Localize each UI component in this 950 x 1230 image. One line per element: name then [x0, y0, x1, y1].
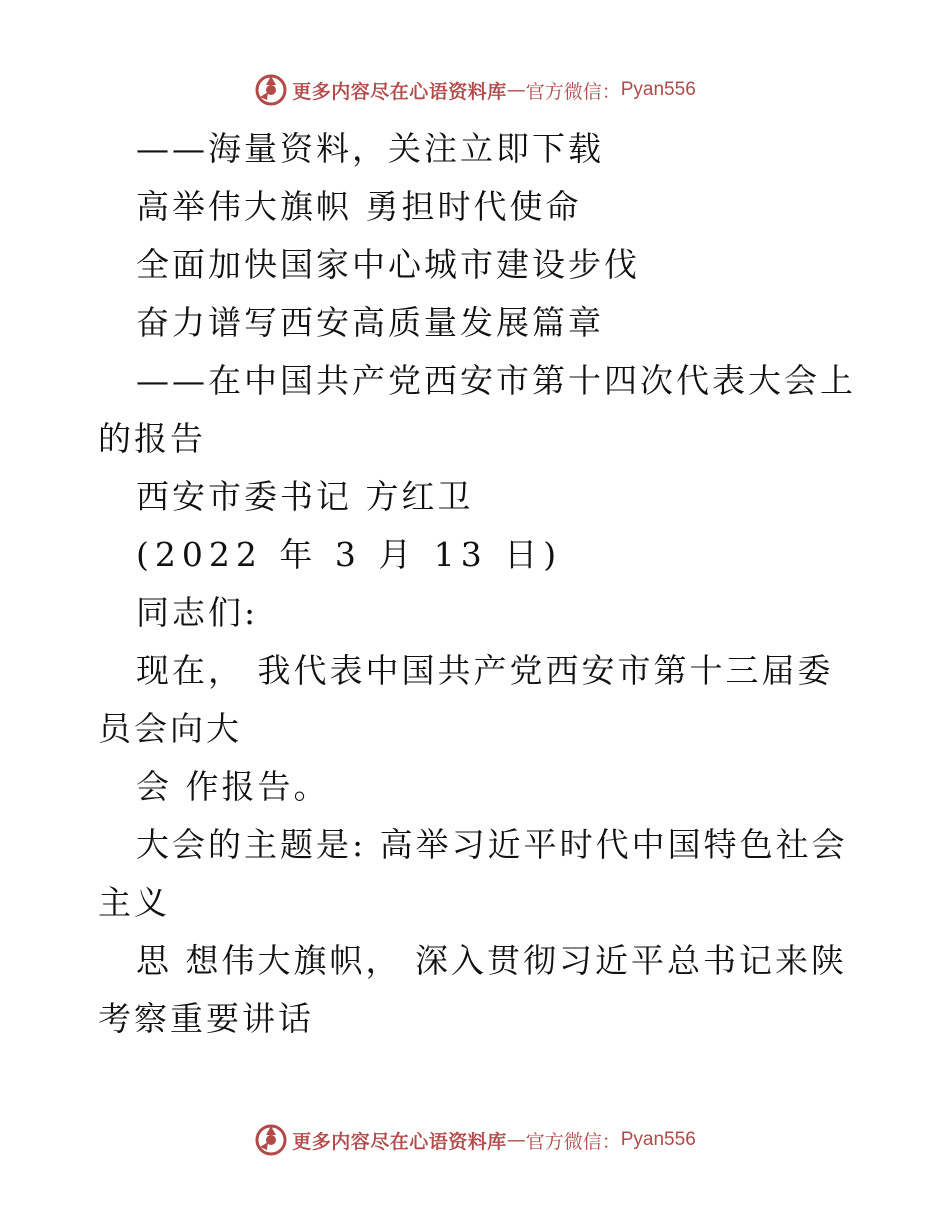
intro-line: ——海量资料，关注立即下载	[136, 129, 604, 168]
footer-banner	[0, 1120, 950, 1160]
title-line-1: 高举伟大旗帜 勇担时代使命	[136, 187, 582, 226]
banner-wechat-id: Pyan556	[620, 1129, 696, 1150]
banner-text: 更多内容尽在心语资料库	[292, 1130, 507, 1153]
date-line: (2022 年 3 月 13 日)	[136, 535, 563, 574]
title-line-2: 全面加快国家中心城市建设步伐	[136, 245, 640, 284]
banner-wechat-label: 官方微信：	[525, 1130, 621, 1153]
paragraph-line: 大会的主题是: 高举习近平时代中国特色社会主义	[98, 825, 848, 922]
banner-separator: —	[506, 1129, 526, 1151]
banner-wechat-label: 官方微信：	[525, 80, 621, 103]
banner-wechat-id: Pyan556	[620, 79, 696, 100]
salutation-line: 同志们:	[136, 593, 259, 632]
header-banner	[0, 70, 950, 110]
document-body	[98, 120, 858, 1048]
paragraph-line: 会 作报告。	[136, 767, 330, 806]
title-line-3: 奋力谱写西安高质量发展篇章	[136, 303, 604, 342]
logo-icon	[254, 73, 288, 107]
banner-separator: —	[506, 79, 526, 101]
subtitle-line: ——在中国共产党西安市第十四次代表大会上的报告	[98, 361, 856, 458]
author-line: 西安市委书记 方红卫	[136, 477, 474, 516]
logo-icon	[254, 1123, 288, 1157]
paragraph-line: 现在， 我代表中国共产党西安市第十三届委员会向大	[98, 651, 834, 748]
banner-text: 更多内容尽在心语资料库	[292, 80, 507, 103]
paragraph-line: 思 想伟大旗帜， 深入贯彻习近平总书记来陕考察重要讲话	[98, 941, 847, 1038]
